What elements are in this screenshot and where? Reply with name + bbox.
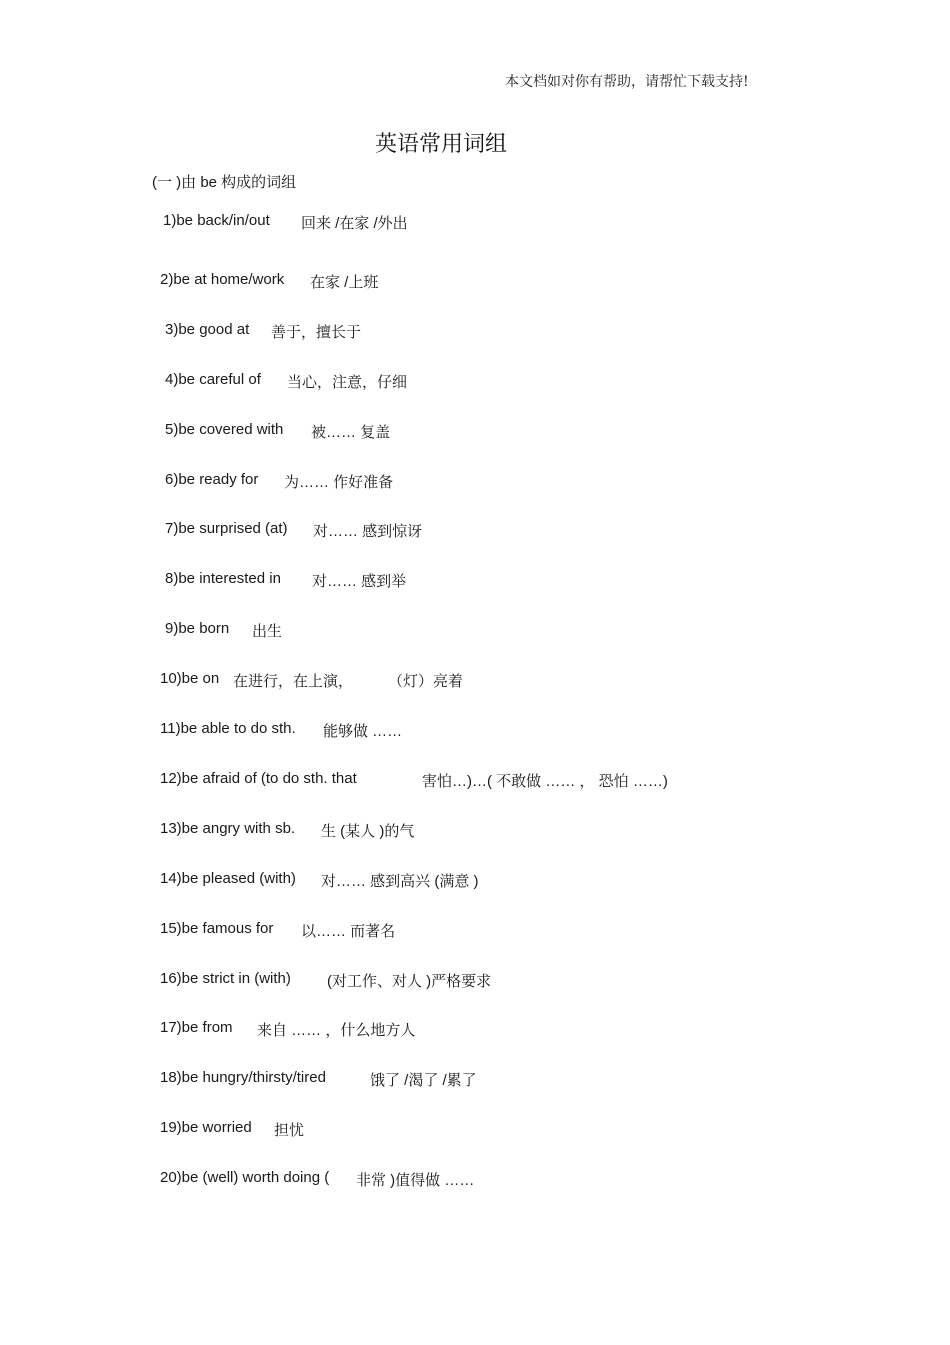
phrase-zh: 善于，擅长于 xyxy=(271,324,362,341)
phrase-en: 2)be at home/work xyxy=(160,271,285,288)
phrase-en: 15)be famous for xyxy=(160,920,274,937)
page-title: 英语常用词组 xyxy=(375,132,508,157)
phrase-en: 17)be from xyxy=(160,1019,233,1036)
phrase-zh: 害怕…)…( 不敢做 …… ， 恐怕 ……) xyxy=(422,773,668,790)
phrase-zh: 为…… 作好准备 xyxy=(284,474,394,491)
phrase-zh: 对…… 感到惊讶 xyxy=(313,523,423,540)
phrase-zh: 以…… 而著名 xyxy=(301,923,396,940)
phrase-en: 6)be ready for xyxy=(165,471,259,488)
phrase-zh: 饿了 /渴了 /累了 xyxy=(370,1072,477,1089)
phrase-en: 18)be hungry/thirsty/tired xyxy=(160,1069,326,1086)
phrase-zh: 生 (某人 )的气 xyxy=(321,823,415,840)
phrase-zh: 担忧 xyxy=(274,1122,305,1139)
phrase-zh: 回来 /在家 /外出 xyxy=(301,215,408,232)
phrase-en: 16)be strict in (with) xyxy=(160,970,291,987)
phrase-en: 14)be pleased (with) xyxy=(160,870,296,887)
phrase-en: 20)be (well) worth doing ( xyxy=(160,1169,330,1186)
phrase-zh: 对…… 感到高兴 (满意 ) xyxy=(321,873,479,890)
phrase-en: 9)be born xyxy=(165,620,230,637)
phrase-en: 10)be on xyxy=(160,670,220,687)
phrase-en: 13)be angry with sb. xyxy=(160,820,296,837)
phrase-zh: 被…… 复盖 xyxy=(311,424,391,441)
phrase-en: 19)be worried xyxy=(160,1119,252,1136)
phrase-en: 4)be careful of xyxy=(165,371,261,388)
phrase-zh: 在家 /上班 xyxy=(310,274,379,291)
phrase-zh: 当心，注意，仔细 xyxy=(287,374,408,391)
phrase-en: 7)be surprised (at) xyxy=(165,520,288,537)
phrase-zh: 对…… 感到举 xyxy=(312,573,407,590)
phrase-zh-extra: （灯）亮着 xyxy=(388,673,464,690)
section-heading: (一 )由 be 构成的词组 xyxy=(152,174,297,191)
header-note: 本文档如对你有帮助，请帮忙下载支持! xyxy=(505,74,749,90)
phrase-en: 12)be afraid of (to do sth. that xyxy=(160,770,357,787)
phrase-zh: 能够做 …… xyxy=(323,723,403,740)
phrase-en: 8)be interested in xyxy=(165,570,281,587)
phrase-en: 3)be good at xyxy=(165,321,250,338)
phrase-zh: 来自 …… ，什么地方人 xyxy=(257,1022,416,1039)
phrase-en: 5)be covered with xyxy=(165,421,284,438)
phrase-zh: 出生 xyxy=(252,623,283,640)
phrase-zh: 在进行，在上演， xyxy=(233,673,354,690)
phrase-en: 1)be back/in/out xyxy=(163,212,270,229)
phrase-en: 11)be able to do sth. xyxy=(160,720,296,737)
phrase-zh: 非常 )值得做 …… xyxy=(356,1172,475,1189)
phrase-zh: (对工作、对人 )严格要求 xyxy=(327,973,492,990)
